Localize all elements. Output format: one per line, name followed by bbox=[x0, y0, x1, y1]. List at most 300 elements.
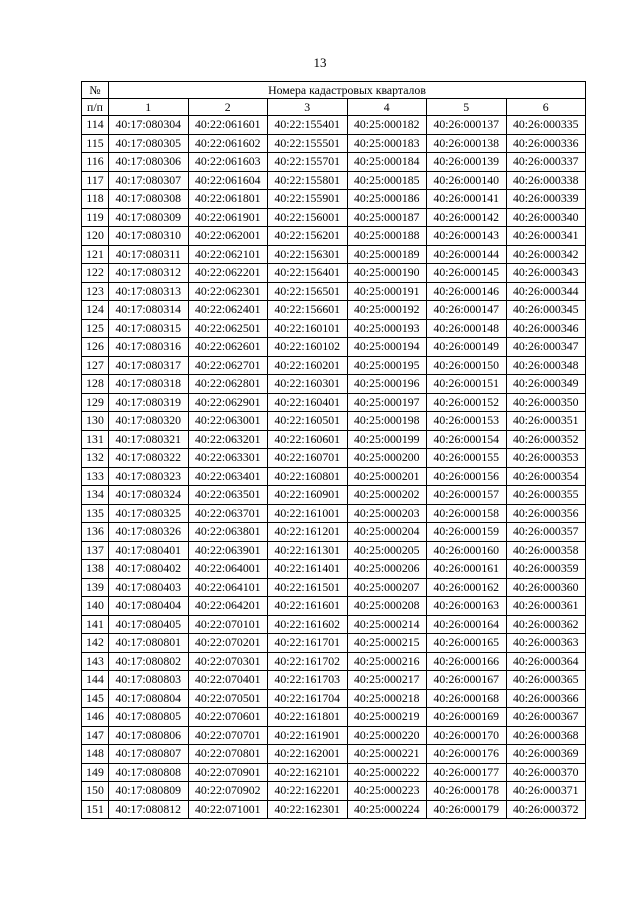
cadastral-number-cell: 40:22:062001 bbox=[188, 227, 268, 246]
cadastral-number-cell: 40:17:080403 bbox=[109, 578, 189, 597]
cadastral-number-cell: 40:17:080402 bbox=[109, 560, 189, 579]
row-number-cell: 121 bbox=[82, 245, 109, 264]
cadastral-number-cell: 40:26:000156 bbox=[427, 467, 507, 486]
cadastral-number-cell: 40:26:000154 bbox=[427, 430, 507, 449]
cadastral-number-cell: 40:22:155501 bbox=[268, 134, 348, 153]
cadastral-number-cell: 40:26:000354 bbox=[506, 467, 586, 486]
cadastral-number-cell: 40:26:000178 bbox=[427, 782, 507, 801]
row-number-cell: 124 bbox=[82, 301, 109, 320]
cadastral-number-cell: 40:17:080404 bbox=[109, 597, 189, 616]
cadastral-number-cell: 40:25:000205 bbox=[347, 541, 427, 560]
cadastral-number-cell: 40:22:162201 bbox=[268, 782, 348, 801]
cadastral-number-cell: 40:26:000145 bbox=[427, 264, 507, 283]
cadastral-number-cell: 40:22:063701 bbox=[188, 504, 268, 523]
cadastral-number-cell: 40:26:000337 bbox=[506, 153, 586, 172]
row-number-cell: 151 bbox=[82, 800, 109, 819]
cadastral-number-cell: 40:25:000223 bbox=[347, 782, 427, 801]
table-row bbox=[82, 486, 586, 505]
cadastral-number-cell: 40:25:000207 bbox=[347, 578, 427, 597]
cadastral-number-cell: 40:25:000195 bbox=[347, 356, 427, 375]
cadastral-number-cell: 40:17:080801 bbox=[109, 634, 189, 653]
table-row bbox=[82, 597, 586, 616]
table-row bbox=[82, 227, 586, 246]
cadastral-number-cell: 40:26:000138 bbox=[427, 134, 507, 153]
row-number-cell: 122 bbox=[82, 264, 109, 283]
cadastral-number-cell: 40:22:161301 bbox=[268, 541, 348, 560]
cadastral-number-cell: 40:17:080324 bbox=[109, 486, 189, 505]
cadastral-number-cell: 40:26:000336 bbox=[506, 134, 586, 153]
cadastral-number-cell: 40:26:000139 bbox=[427, 153, 507, 172]
column-number-header: 1 bbox=[109, 99, 189, 116]
column-number-header: 6 bbox=[506, 99, 586, 116]
column-number-header: 4 bbox=[347, 99, 427, 116]
cadastral-number-cell: 40:26:000137 bbox=[427, 116, 507, 135]
row-number-cell: 149 bbox=[82, 763, 109, 782]
cadastral-number-cell: 40:25:000208 bbox=[347, 597, 427, 616]
cadastral-number-cell: 40:22:063401 bbox=[188, 467, 268, 486]
row-number-cell: 114 bbox=[82, 116, 109, 135]
cadastral-number-cell: 40:25:000219 bbox=[347, 708, 427, 727]
cadastral-number-cell: 40:26:000343 bbox=[506, 264, 586, 283]
cadastral-number-cell: 40:17:080315 bbox=[109, 319, 189, 338]
table-row bbox=[82, 726, 586, 745]
table-row bbox=[82, 708, 586, 727]
cadastral-number-cell: 40:26:000176 bbox=[427, 745, 507, 764]
cadastral-number-cell: 40:26:000367 bbox=[506, 708, 586, 727]
table-row bbox=[82, 467, 586, 486]
cadastral-number-cell: 40:17:080326 bbox=[109, 523, 189, 542]
table-row bbox=[82, 116, 586, 135]
cadastral-number-cell: 40:26:000349 bbox=[506, 375, 586, 394]
cadastral-number-cell: 40:26:000370 bbox=[506, 763, 586, 782]
table-row bbox=[82, 430, 586, 449]
row-number-cell: 128 bbox=[82, 375, 109, 394]
cadastral-number-cell: 40:22:070902 bbox=[188, 782, 268, 801]
row-number-cell: 150 bbox=[82, 782, 109, 801]
cadastral-number-cell: 40:22:070701 bbox=[188, 726, 268, 745]
cadastral-number-cell: 40:22:061901 bbox=[188, 208, 268, 227]
cadastral-number-cell: 40:26:000140 bbox=[427, 171, 507, 190]
cadastral-number-cell: 40:22:070101 bbox=[188, 615, 268, 634]
cadastral-number-cell: 40:22:161703 bbox=[268, 671, 348, 690]
cadastral-number-cell: 40:22:161001 bbox=[268, 504, 348, 523]
table-row bbox=[82, 671, 586, 690]
row-number-cell: 141 bbox=[82, 615, 109, 634]
cadastral-number-cell: 40:22:062501 bbox=[188, 319, 268, 338]
cadastral-number-cell: 40:22:155901 bbox=[268, 190, 348, 209]
cadastral-number-cell: 40:25:000203 bbox=[347, 504, 427, 523]
row-number-cell: 138 bbox=[82, 560, 109, 579]
cadastral-number-cell: 40:17:080802 bbox=[109, 652, 189, 671]
cadastral-number-cell: 40:26:000161 bbox=[427, 560, 507, 579]
table-header bbox=[82, 82, 586, 116]
cadastral-number-cell: 40:17:080807 bbox=[109, 745, 189, 764]
cadastral-number-cell: 40:26:000141 bbox=[427, 190, 507, 209]
cadastral-number-cell: 40:22:063301 bbox=[188, 449, 268, 468]
cadastral-number-cell: 40:25:000185 bbox=[347, 171, 427, 190]
cadastral-number-cell: 40:26:000150 bbox=[427, 356, 507, 375]
cadastral-number-cell: 40:25:000183 bbox=[347, 134, 427, 153]
table-row bbox=[82, 560, 586, 579]
cadastral-number-cell: 40:25:000182 bbox=[347, 116, 427, 135]
cadastral-number-cell: 40:22:063201 bbox=[188, 430, 268, 449]
cadastral-number-cell: 40:26:000179 bbox=[427, 800, 507, 819]
cadastral-number-cell: 40:22:062401 bbox=[188, 301, 268, 320]
table-row bbox=[82, 393, 586, 412]
row-number-cell: 127 bbox=[82, 356, 109, 375]
cadastral-number-cell: 40:25:000194 bbox=[347, 338, 427, 357]
cadastral-number-cell: 40:17:080321 bbox=[109, 430, 189, 449]
cadastral-number-cell: 40:22:064001 bbox=[188, 560, 268, 579]
row-number-cell: 145 bbox=[82, 689, 109, 708]
table-body bbox=[82, 116, 586, 819]
cadastral-number-cell: 40:26:000151 bbox=[427, 375, 507, 394]
row-number-cell: 119 bbox=[82, 208, 109, 227]
table-row bbox=[82, 449, 586, 468]
cadastral-number-cell: 40:26:000339 bbox=[506, 190, 586, 209]
cadastral-number-cell: 40:22:160401 bbox=[268, 393, 348, 412]
cadastral-number-cell: 40:22:070601 bbox=[188, 708, 268, 727]
cadastral-number-cell: 40:25:000220 bbox=[347, 726, 427, 745]
cadastral-number-cell: 40:22:062201 bbox=[188, 264, 268, 283]
cadastral-number-cell: 40:17:080323 bbox=[109, 467, 189, 486]
cadastral-number-cell: 40:22:160801 bbox=[268, 467, 348, 486]
cadastral-number-cell: 40:17:080322 bbox=[109, 449, 189, 468]
cadastral-number-cell: 40:17:080305 bbox=[109, 134, 189, 153]
cadastral-number-cell: 40:17:080808 bbox=[109, 763, 189, 782]
cadastral-number-cell: 40:25:000217 bbox=[347, 671, 427, 690]
cadastral-number-cell: 40:22:161801 bbox=[268, 708, 348, 727]
cadastral-number-cell: 40:22:155801 bbox=[268, 171, 348, 190]
cadastral-number-cell: 40:22:062301 bbox=[188, 282, 268, 301]
row-number-cell: 118 bbox=[82, 190, 109, 209]
cadastral-number-cell: 40:17:080804 bbox=[109, 689, 189, 708]
table-row bbox=[82, 689, 586, 708]
table-row bbox=[82, 153, 586, 172]
row-number-cell: 123 bbox=[82, 282, 109, 301]
cadastral-number-cell: 40:25:000190 bbox=[347, 264, 427, 283]
cadastral-number-cell: 40:22:070401 bbox=[188, 671, 268, 690]
cadastral-number-cell: 40:22:061604 bbox=[188, 171, 268, 190]
cadastral-number-cell: 40:17:080304 bbox=[109, 116, 189, 135]
cadastral-number-cell: 40:22:061801 bbox=[188, 190, 268, 209]
cadastral-number-cell: 40:26:000365 bbox=[506, 671, 586, 690]
cadastral-number-cell: 40:22:161601 bbox=[268, 597, 348, 616]
cadastral-number-cell: 40:26:000167 bbox=[427, 671, 507, 690]
cadastral-number-cell: 40:25:000189 bbox=[347, 245, 427, 264]
cadastral-number-cell: 40:17:080803 bbox=[109, 671, 189, 690]
cadastral-number-cell: 40:17:080316 bbox=[109, 338, 189, 357]
cadastral-number-cell: 40:26:000155 bbox=[427, 449, 507, 468]
cadastral-number-cell: 40:26:000362 bbox=[506, 615, 586, 634]
cadastral-number-cell: 40:22:156501 bbox=[268, 282, 348, 301]
cadastral-number-cell: 40:17:080314 bbox=[109, 301, 189, 320]
cadastral-quarters-table bbox=[81, 81, 586, 819]
cadastral-number-cell: 40:26:000345 bbox=[506, 301, 586, 320]
cadastral-number-cell: 40:22:161201 bbox=[268, 523, 348, 542]
row-number-cell: 135 bbox=[82, 504, 109, 523]
cadastral-number-cell: 40:22:156401 bbox=[268, 264, 348, 283]
cadastral-number-cell: 40:22:156001 bbox=[268, 208, 348, 227]
cadastral-number-cell: 40:25:000204 bbox=[347, 523, 427, 542]
cadastral-number-cell: 40:17:080806 bbox=[109, 726, 189, 745]
table-row bbox=[82, 412, 586, 431]
cadastral-number-cell: 40:22:063501 bbox=[188, 486, 268, 505]
cadastral-number-cell: 40:25:000216 bbox=[347, 652, 427, 671]
cadastral-number-cell: 40:26:000160 bbox=[427, 541, 507, 560]
table-row bbox=[82, 541, 586, 560]
cadastral-number-cell: 40:26:000152 bbox=[427, 393, 507, 412]
cadastral-number-cell: 40:25:000214 bbox=[347, 615, 427, 634]
cadastral-number-cell: 40:26:000159 bbox=[427, 523, 507, 542]
cadastral-number-cell: 40:22:070901 bbox=[188, 763, 268, 782]
cadastral-number-cell: 40:22:064201 bbox=[188, 597, 268, 616]
cadastral-number-cell: 40:22:161501 bbox=[268, 578, 348, 597]
cadastral-number-cell: 40:25:000215 bbox=[347, 634, 427, 653]
row-number-cell: 125 bbox=[82, 319, 109, 338]
row-number-cell: 147 bbox=[82, 726, 109, 745]
cadastral-number-cell: 40:26:000144 bbox=[427, 245, 507, 264]
cadastral-number-cell: 40:17:080812 bbox=[109, 800, 189, 819]
table-row bbox=[82, 319, 586, 338]
cadastral-number-cell: 40:25:000200 bbox=[347, 449, 427, 468]
cadastral-number-cell: 40:17:080308 bbox=[109, 190, 189, 209]
cadastral-number-cell: 40:17:080317 bbox=[109, 356, 189, 375]
cadastral-number-cell: 40:26:000157 bbox=[427, 486, 507, 505]
row-number-cell: 136 bbox=[82, 523, 109, 542]
table-row bbox=[82, 245, 586, 264]
row-number-cell: 130 bbox=[82, 412, 109, 431]
cadastral-number-cell: 40:25:000202 bbox=[347, 486, 427, 505]
cadastral-number-cell: 40:22:070501 bbox=[188, 689, 268, 708]
table-row bbox=[82, 782, 586, 801]
cadastral-number-cell: 40:17:080306 bbox=[109, 153, 189, 172]
cadastral-number-cell: 40:22:162001 bbox=[268, 745, 348, 764]
table-row bbox=[82, 800, 586, 819]
cadastral-number-cell: 40:25:000184 bbox=[347, 153, 427, 172]
cadastral-number-cell: 40:17:080805 bbox=[109, 708, 189, 727]
cadastral-number-cell: 40:26:000372 bbox=[506, 800, 586, 819]
row-number-cell: 140 bbox=[82, 597, 109, 616]
table-row bbox=[82, 264, 586, 283]
cadastral-number-cell: 40:26:000360 bbox=[506, 578, 586, 597]
cadastral-number-cell: 40:26:000361 bbox=[506, 597, 586, 616]
cadastral-number-cell: 40:17:080307 bbox=[109, 171, 189, 190]
row-number-cell: 148 bbox=[82, 745, 109, 764]
row-number-cell: 142 bbox=[82, 634, 109, 653]
column-number-header: 2 bbox=[188, 99, 268, 116]
cadastral-number-cell: 40:26:000165 bbox=[427, 634, 507, 653]
row-number-header-line1: № bbox=[82, 82, 109, 99]
cadastral-number-cell: 40:25:000192 bbox=[347, 301, 427, 320]
cadastral-number-cell: 40:26:000147 bbox=[427, 301, 507, 320]
cadastral-number-cell: 40:26:000335 bbox=[506, 116, 586, 135]
cadastral-number-cell: 40:17:080809 bbox=[109, 782, 189, 801]
cadastral-number-cell: 40:25:000218 bbox=[347, 689, 427, 708]
table-row bbox=[82, 190, 586, 209]
cadastral-number-cell: 40:26:000369 bbox=[506, 745, 586, 764]
cadastral-number-cell: 40:22:063801 bbox=[188, 523, 268, 542]
cadastral-number-cell: 40:26:000342 bbox=[506, 245, 586, 264]
cadastral-number-cell: 40:22:160201 bbox=[268, 356, 348, 375]
cadastral-number-cell: 40:25:000188 bbox=[347, 227, 427, 246]
cadastral-number-cell: 40:17:080313 bbox=[109, 282, 189, 301]
cadastral-number-cell: 40:26:000356 bbox=[506, 504, 586, 523]
cadastral-number-cell: 40:26:000153 bbox=[427, 412, 507, 431]
cadastral-number-cell: 40:22:160701 bbox=[268, 449, 348, 468]
cadastral-number-cell: 40:26:000177 bbox=[427, 763, 507, 782]
table-row bbox=[82, 134, 586, 153]
cadastral-number-cell: 40:22:160501 bbox=[268, 412, 348, 431]
column-number-header: 5 bbox=[427, 99, 507, 116]
cadastral-number-cell: 40:26:000146 bbox=[427, 282, 507, 301]
row-number-cell: 117 bbox=[82, 171, 109, 190]
cadastral-number-cell: 40:25:000187 bbox=[347, 208, 427, 227]
cadastral-number-cell: 40:22:161901 bbox=[268, 726, 348, 745]
cadastral-number-cell: 40:22:070801 bbox=[188, 745, 268, 764]
cadastral-number-cell: 40:22:071001 bbox=[188, 800, 268, 819]
table-row bbox=[82, 282, 586, 301]
cadastral-number-cell: 40:22:064101 bbox=[188, 578, 268, 597]
row-number-cell: 134 bbox=[82, 486, 109, 505]
cadastral-number-cell: 40:26:000353 bbox=[506, 449, 586, 468]
cadastral-number-cell: 40:26:000347 bbox=[506, 338, 586, 357]
cadastral-number-cell: 40:25:000191 bbox=[347, 282, 427, 301]
cadastral-number-cell: 40:22:161401 bbox=[268, 560, 348, 579]
cadastral-number-cell: 40:26:000344 bbox=[506, 282, 586, 301]
cadastral-number-cell: 40:17:080401 bbox=[109, 541, 189, 560]
cadastral-number-cell: 40:17:080312 bbox=[109, 264, 189, 283]
cadastral-number-cell: 40:26:000371 bbox=[506, 782, 586, 801]
cadastral-number-cell: 40:22:156301 bbox=[268, 245, 348, 264]
cadastral-number-cell: 40:26:000363 bbox=[506, 634, 586, 653]
cadastral-number-cell: 40:22:161602 bbox=[268, 615, 348, 634]
cadastral-number-cell: 40:26:000169 bbox=[427, 708, 507, 727]
cadastral-number-cell: 40:26:000366 bbox=[506, 689, 586, 708]
row-number-cell: 146 bbox=[82, 708, 109, 727]
row-number-cell: 126 bbox=[82, 338, 109, 357]
cadastral-number-cell: 40:26:000368 bbox=[506, 726, 586, 745]
row-number-cell: 133 bbox=[82, 467, 109, 486]
cadastral-number-cell: 40:22:161702 bbox=[268, 652, 348, 671]
cadastral-number-cell: 40:26:000357 bbox=[506, 523, 586, 542]
cadastral-number-cell: 40:22:063901 bbox=[188, 541, 268, 560]
cadastral-number-cell: 40:26:000364 bbox=[506, 652, 586, 671]
cadastral-number-cell: 40:22:062701 bbox=[188, 356, 268, 375]
table-row bbox=[82, 301, 586, 320]
cadastral-number-cell: 40:22:160102 bbox=[268, 338, 348, 357]
cadastral-number-cell: 40:22:062801 bbox=[188, 375, 268, 394]
cadastral-number-cell: 40:26:000338 bbox=[506, 171, 586, 190]
cadastral-number-cell: 40:25:000206 bbox=[347, 560, 427, 579]
cadastral-number-cell: 40:26:000143 bbox=[427, 227, 507, 246]
cadastral-number-cell: 40:26:000355 bbox=[506, 486, 586, 505]
table-row bbox=[82, 208, 586, 227]
cadastral-number-cell: 40:22:160901 bbox=[268, 486, 348, 505]
table-row bbox=[82, 504, 586, 523]
cadastral-number-cell: 40:17:080405 bbox=[109, 615, 189, 634]
table-row bbox=[82, 338, 586, 357]
table-row bbox=[82, 356, 586, 375]
cadastral-number-cell: 40:26:000142 bbox=[427, 208, 507, 227]
cadastral-number-cell: 40:26:000158 bbox=[427, 504, 507, 523]
table-row bbox=[82, 171, 586, 190]
cadastral-number-cell: 40:26:000346 bbox=[506, 319, 586, 338]
cadastral-number-cell: 40:25:000199 bbox=[347, 430, 427, 449]
cadastral-number-cell: 40:26:000163 bbox=[427, 597, 507, 616]
group-header: Номера кадастровых кварталов bbox=[109, 82, 586, 99]
cadastral-number-cell: 40:25:000186 bbox=[347, 190, 427, 209]
column-number-header: 3 bbox=[268, 99, 348, 116]
cadastral-number-cell: 40:26:000340 bbox=[506, 208, 586, 227]
cadastral-number-cell: 40:22:070201 bbox=[188, 634, 268, 653]
table-row bbox=[82, 375, 586, 394]
cadastral-number-cell: 40:26:000162 bbox=[427, 578, 507, 597]
cadastral-number-cell: 40:26:000341 bbox=[506, 227, 586, 246]
cadastral-number-cell: 40:22:160101 bbox=[268, 319, 348, 338]
row-number-cell: 129 bbox=[82, 393, 109, 412]
table-row bbox=[82, 745, 586, 764]
cadastral-number-cell: 40:17:080310 bbox=[109, 227, 189, 246]
row-number-cell: 139 bbox=[82, 578, 109, 597]
cadastral-number-cell: 40:17:080319 bbox=[109, 393, 189, 412]
cadastral-number-cell: 40:22:156201 bbox=[268, 227, 348, 246]
table-row bbox=[82, 634, 586, 653]
page-number: 13 bbox=[313, 55, 327, 70]
table-row bbox=[82, 578, 586, 597]
cadastral-number-cell: 40:17:080320 bbox=[109, 412, 189, 431]
cadastral-number-cell: 40:22:160601 bbox=[268, 430, 348, 449]
cadastral-number-cell: 40:26:000359 bbox=[506, 560, 586, 579]
cadastral-number-cell: 40:17:080318 bbox=[109, 375, 189, 394]
cadastral-number-cell: 40:26:000350 bbox=[506, 393, 586, 412]
cadastral-number-cell: 40:26:000149 bbox=[427, 338, 507, 357]
cadastral-number-cell: 40:25:000196 bbox=[347, 375, 427, 394]
row-number-cell: 144 bbox=[82, 671, 109, 690]
cadastral-number-cell: 40:25:000224 bbox=[347, 800, 427, 819]
row-number-cell: 132 bbox=[82, 449, 109, 468]
cadastral-number-cell: 40:25:000222 bbox=[347, 763, 427, 782]
cadastral-number-cell: 40:22:062101 bbox=[188, 245, 268, 264]
cadastral-number-cell: 40:26:000170 bbox=[427, 726, 507, 745]
cadastral-number-cell: 40:22:061603 bbox=[188, 153, 268, 172]
cadastral-number-cell: 40:17:080311 bbox=[109, 245, 189, 264]
cadastral-number-cell: 40:22:161701 bbox=[268, 634, 348, 653]
cadastral-number-cell: 40:25:000198 bbox=[347, 412, 427, 431]
row-number-cell: 143 bbox=[82, 652, 109, 671]
cadastral-number-cell: 40:22:062901 bbox=[188, 393, 268, 412]
cadastral-number-cell: 40:17:080309 bbox=[109, 208, 189, 227]
cadastral-number-cell: 40:22:062601 bbox=[188, 338, 268, 357]
cadastral-number-cell: 40:22:061601 bbox=[188, 116, 268, 135]
row-number-cell: 115 bbox=[82, 134, 109, 153]
cadastral-number-cell: 40:26:000168 bbox=[427, 689, 507, 708]
cadastral-number-cell: 40:22:161704 bbox=[268, 689, 348, 708]
cadastral-number-cell: 40:22:063001 bbox=[188, 412, 268, 431]
cadastral-number-cell: 40:17:080325 bbox=[109, 504, 189, 523]
cadastral-number-cell: 40:22:155401 bbox=[268, 116, 348, 135]
table-row bbox=[82, 763, 586, 782]
cadastral-number-cell: 40:25:000221 bbox=[347, 745, 427, 764]
cadastral-number-cell: 40:25:000193 bbox=[347, 319, 427, 338]
cadastral-number-cell: 40:25:000201 bbox=[347, 467, 427, 486]
table-row bbox=[82, 615, 586, 634]
cadastral-number-cell: 40:22:156601 bbox=[268, 301, 348, 320]
table-row bbox=[82, 523, 586, 542]
cadastral-number-cell: 40:22:070301 bbox=[188, 652, 268, 671]
row-number-cell: 116 bbox=[82, 153, 109, 172]
table-row bbox=[82, 652, 586, 671]
